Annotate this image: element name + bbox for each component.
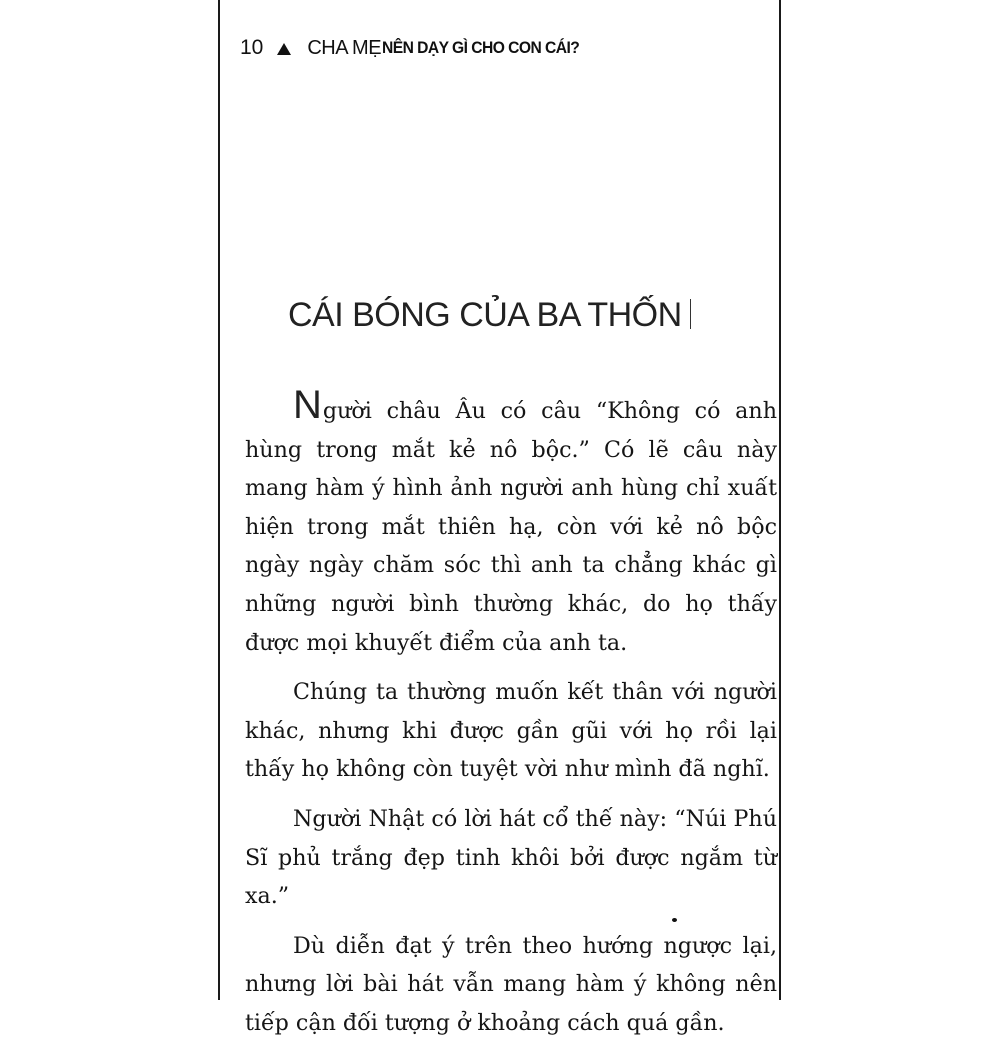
ink-speck [672,918,677,922]
page-edge-left [218,0,220,1000]
body-text [245,383,777,1054]
paragraph-1-text: gười châu Âu có câu “Không có anh hùng trong mắt kẻ nô bộc.” Có lẽ câu này mang hàm ý hình ảnh người anh hùng chỉ xuất hiện trong mắt thiên hạ, còn với kẻ nô bộc ngày ngày chăm sóc thì anh ta chẳng khác gì những người bình thường khác, do họ thấy được mọi khuyết điểm của anh ta. [245,398,777,656]
running-head [240,30,597,66]
paragraph-1 [245,383,777,662]
paragraph-4: Dù diễn đạt ý trên theo hướng ngược lại, nhưng lời bài hát vẫn mang hàm ý không nên tiếp cận đối tượng ở khoảng cách quá gần. [245,932,777,1036]
title-mark [690,299,692,329]
drop-initial: N [293,383,322,427]
triangle-icon [277,43,291,55]
book-title-bold: NÊN DẠY GÌ CHO CON CÁI? [382,38,580,57]
paragraph-2: Chúng ta thường muốn kết thân với người khác, nhưng khi được gần gũi với họ rồi lại thấy họ không còn tuyệt vời như mình đã nghĩ. [245,679,777,783]
page-edge-right [779,0,781,1000]
paragraph-3: Người Nhật có lời hát cổ thế này: “Núi Phú Sĩ phủ trắng đẹp tinh khôi bởi được ngắm từ xa.” [245,805,777,910]
chapter-title [288,296,691,335]
chapter-title-text: CÁI BÓNG CỦA BA THỐN [288,296,682,334]
page-number: 10 [240,36,264,59]
book-title-light: CHA MẸ [307,36,382,59]
